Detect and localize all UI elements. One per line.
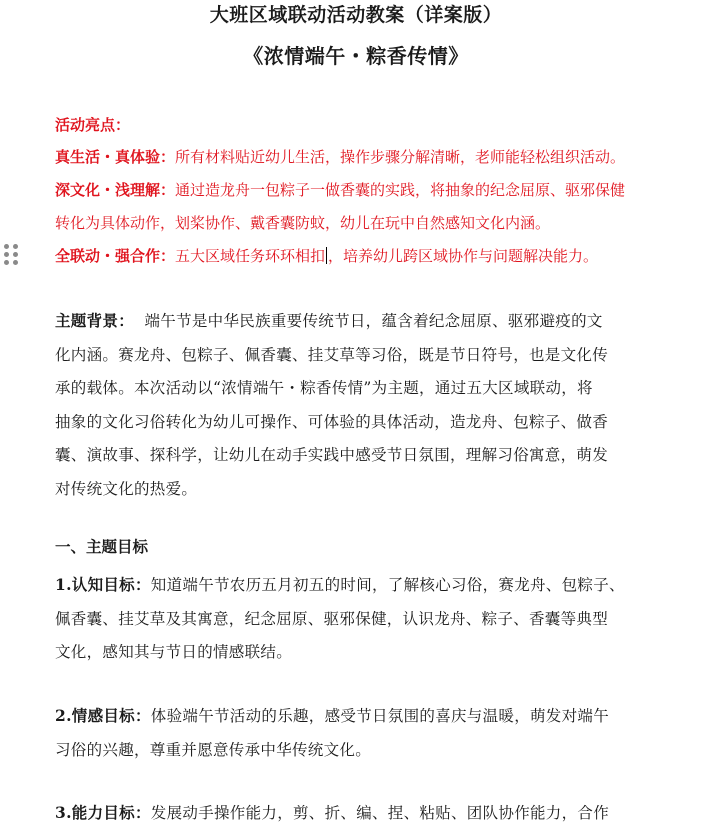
goal-label: 1.认知目标： xyxy=(55,575,151,594)
highlight-item xyxy=(55,141,645,174)
goal-paragraph xyxy=(55,796,645,831)
goal-paragraph xyxy=(55,568,645,670)
highlights-heading: 活动亮点： xyxy=(55,116,131,134)
drag-dot xyxy=(4,244,9,249)
background-paragraph xyxy=(55,304,645,506)
highlight-item xyxy=(55,174,645,207)
drag-dot xyxy=(4,260,9,265)
highlight-item[interactable] xyxy=(55,240,645,273)
paragraph-line: 抽象的文化习俗转化为幼儿可操作、可体验的具体活动，造龙舟、包粽子、做香 xyxy=(55,412,609,431)
paragraph-line: 化内涵。赛龙舟、包粽子、佩香囊、挂艾草等习俗，既是节日符号，也是文化传 xyxy=(55,345,609,364)
document-subtitle: 《浓情端午・粽香传情》 xyxy=(243,44,469,68)
highlight-text: 五大区域任务环环相扣 xyxy=(175,247,326,265)
background-label: 主题背景： xyxy=(55,311,135,330)
goal-label: 3.能力目标： xyxy=(55,803,151,822)
highlight-text: 通过造龙舟一包粽子一做香囊的实践，将抽象的纪念屈原、驱邪保健 xyxy=(175,181,626,199)
highlight-text: ，培养幼儿跨区域协作与问题解决能力。 xyxy=(328,247,599,265)
drag-dot xyxy=(4,252,9,257)
paragraph-line: 3.能力目标：发展动手操作能力，剪、折、编、捏、粘贴、团队协作能力，合作 xyxy=(55,803,609,822)
text-cursor xyxy=(326,247,327,264)
drag-dot xyxy=(13,244,18,249)
paragraph-line: 习俗的兴趣，尊重并愿意传承中华传统文化。 xyxy=(55,740,372,759)
highlight-label: 真生活・真体验： xyxy=(55,148,176,166)
goal-paragraph xyxy=(55,699,645,767)
paragraph-line: 1.认知目标：知道端午节农历五月初五的时间，了解核心习俗，赛龙舟、包粽子、 xyxy=(55,575,625,594)
goal-label: 2.情感目标： xyxy=(55,706,151,725)
paragraph-line: 囊、演故事、探科学，让幼儿在动手实践中感受节日氛围，理解习俗寓意，萌发 xyxy=(55,446,609,464)
paragraph-line: 对传统文化的热爱。 xyxy=(55,479,198,498)
drag-handle-icon[interactable] xyxy=(4,244,18,266)
document-title: 大班区域联动活动教案（详案版） xyxy=(209,4,503,26)
highlight-label: 全联动・强合作： xyxy=(55,247,176,265)
paragraph-line: 承的载体。本次活动以“浓情端午・粽香传情”为主题，通过五大区域联动，将 xyxy=(55,379,593,397)
paragraph-line: 主题背景： 端午节是中华民族重要传统节日，蕴含着纪念屈原、驱邪避疫的文 xyxy=(55,311,603,330)
paragraph-line: 文化，感知其与节日的情感联结。 xyxy=(55,643,293,661)
paragraph-line: 佩香囊、挂艾草及其寓意，纪念屈原、驱邪保健，认识龙舟、粽子、香囊等典型 xyxy=(55,609,609,628)
paragraph-line: 2.情感目标：体验端午节活动的乐趣，感受节日氛围的喜庆与温暖，萌发对端午 xyxy=(55,706,609,725)
drag-dot xyxy=(13,260,18,265)
drag-dot xyxy=(13,252,18,257)
highlight-label: 深文化・浅理解： xyxy=(55,181,176,199)
section-heading: 一、主题目标 xyxy=(55,537,149,556)
highlight-continuation: 转化为具体动作，划桨协作、戴香囊防蚊，幼儿在玩中自然感知文化内涵。 xyxy=(55,214,551,232)
highlight-text: 所有材料贴近幼儿生活，操作步骤分解清晰，老师能轻松组织活动。 xyxy=(175,148,626,166)
